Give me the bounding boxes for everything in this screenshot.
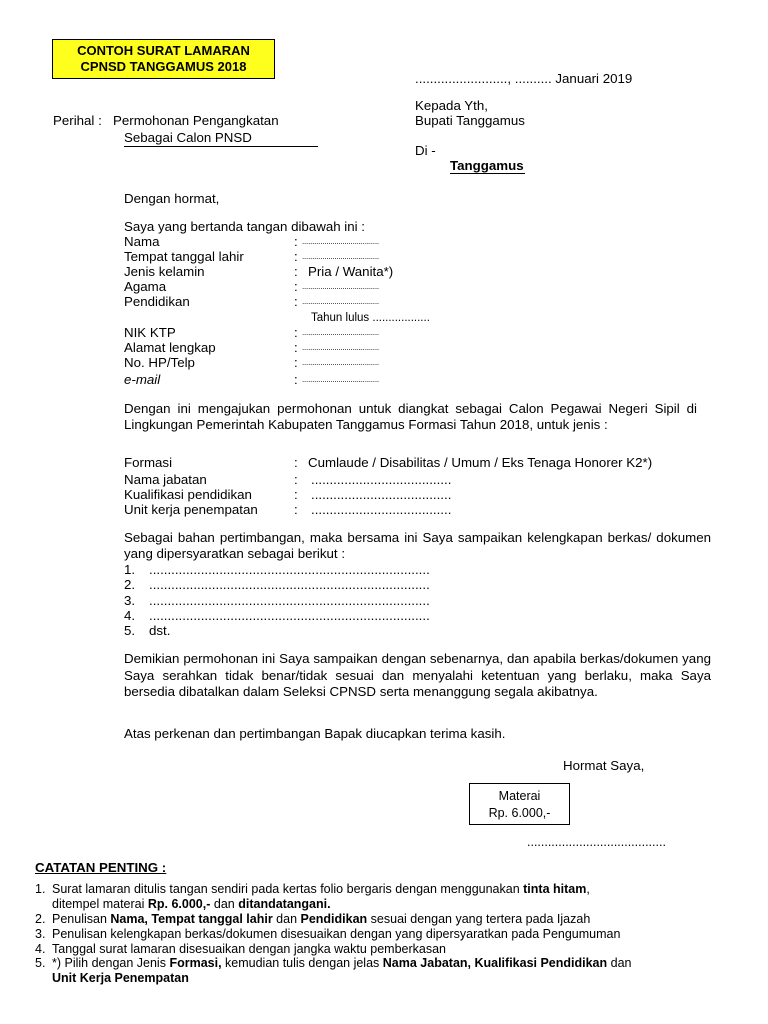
jabatan-value: ...................................... (311, 472, 452, 487)
field-value-hp: ...................................... (302, 358, 379, 367)
field-label-gender: Jenis kelamin (124, 264, 205, 279)
recipient-line-1: Kepada Yth, (415, 98, 488, 113)
formasi-label: Formasi (124, 455, 173, 470)
note-bold: tinta hitam (523, 882, 587, 896)
field-label-alamat: Alamat lengkap (124, 340, 216, 355)
note-text: Tanggal surat lamaran disesuaikan dengan jangka waktu pemberkasan (52, 942, 447, 956)
kualifikasi-label: Kualifikasi pendidikan (124, 487, 252, 502)
doc-item: ............................................................................ (149, 577, 430, 592)
note-text: *) Pilih dengan Jenis (52, 956, 170, 970)
materai-label: Materai (498, 789, 541, 803)
note-bold: ditandatangani. (238, 897, 331, 911)
perihal-label: Perihal : (53, 113, 102, 128)
doc-num: 3. (124, 593, 136, 608)
field-colon: : (294, 355, 298, 370)
unit-kerja-value: ...................................... (311, 502, 452, 517)
date-line: ........................., .......... Januari 2019 (415, 71, 633, 86)
kualifikasi-colon: : (294, 487, 298, 502)
notes-heading: CATATAN PENTING : (35, 860, 167, 875)
doc-item: dst. (149, 623, 171, 638)
recipient-line-2: Bupati Tanggamus (415, 113, 525, 128)
note-text: , (586, 882, 590, 896)
field-label-pendidikan: Pendidikan (124, 294, 190, 309)
title-line-1: CONTOH SURAT LAMARAN (77, 43, 250, 58)
kualifikasi-value: ...................................... (311, 487, 452, 502)
note-bold: Unit Kerja Penempatan (52, 971, 189, 985)
tahun-lulus: Tahun lulus .................. (311, 312, 430, 324)
doc-num: 5. (124, 623, 136, 638)
paragraph-documents: Sebagai bahan pertimbangan, maka bersama ini Saya sampaikan kelengkapan berkas/ dokumen yang dipersyaratkan sebagai berikut : (124, 530, 711, 561)
field-value-ttl: ...................................... (302, 252, 379, 261)
note-text: Surat lamaran ditulis tangan sendiri pada kertas folio bergaris dengan menggunakan (52, 882, 524, 896)
field-colon: : (294, 325, 298, 340)
greeting: Dengan hormat, (124, 191, 220, 206)
field-value-nik: ...................................... (302, 328, 379, 337)
note-text: Penulisan kelengkapan berkas/dokumen disesuaikan dengan yang dipersyaratkan pada Pengumuman (52, 927, 621, 941)
doc-num: 1. (124, 562, 136, 577)
paragraph-declaration: Demikian permohonan ini Saya sampaikan dengan sebenarnya, dan apabila berkas/dokumen yang Saya serahkan tidak benar/tidak sesuai dan menyalahi ketentuan yang berlaku, maka Saya bersedia dibatalkan dalam Seleksi CPNSD serta menanggung segala akibatnya. (124, 651, 711, 699)
unit-kerja-colon: : (294, 502, 298, 517)
materai-amount: Rp. 6.000,- (488, 806, 551, 820)
field-colon: : (294, 234, 298, 249)
field-colon: : (294, 279, 298, 294)
paragraph-request: Dengan ini mengajukan permohonan untuk diangkat sebagai Calon Pegawai Negeri Sipil di Lingkungan Pemerintah Kabupaten Tanggamus Formasi Tahun 2018, untuk jenis : (124, 401, 697, 432)
intro-text: Saya yang bertanda tangan dibawah ini : (124, 219, 365, 234)
recipient-line-3: Di - (415, 143, 436, 158)
jabatan-colon: : (294, 472, 298, 487)
note-bold: Nama Jabatan, Kualifikasi Pendidikan (382, 956, 608, 970)
title-box (52, 39, 275, 79)
note-text: sesuai dengan yang tertera pada Ijazah (367, 912, 591, 926)
field-value-pendidikan: ...................................... (302, 297, 379, 306)
field-label-ttl: Tempat tanggal lahir (124, 249, 244, 264)
note-num: 1. (35, 882, 46, 896)
signature-line: ........................................ (527, 835, 666, 849)
field-value-agama: ...................................... (302, 282, 379, 291)
paragraph-thanks: Atas perkenan dan pertimbangan Bapak diucapkan terima kasih. (124, 726, 506, 741)
field-colon: : (294, 249, 298, 264)
formasi-value: Cumlaude / Disabilitas / Umum / Eks Tenaga Honorer K2*) (308, 455, 653, 470)
field-colon: : (294, 294, 298, 309)
note-num: 3. (35, 927, 46, 941)
field-colon: : (294, 264, 298, 279)
note-text: dan (210, 897, 239, 911)
note-num: 4. (35, 942, 46, 956)
unit-kerja-label: Unit kerja penempatan (124, 502, 258, 517)
doc-item: ............................................................................ (149, 608, 430, 623)
field-label-hp: No. HP/Telp (124, 355, 195, 370)
jabatan-label: Nama jabatan (124, 472, 207, 487)
note-text: dan (607, 956, 632, 970)
field-colon: : (294, 372, 298, 387)
note-bold: Rp. 6.000,- (147, 897, 211, 911)
field-value-alamat: ...................................... (302, 343, 379, 352)
field-label-nama: Nama (124, 234, 160, 249)
note-bold: Formasi, (169, 956, 222, 970)
doc-item: ............................................................................ (149, 593, 430, 608)
note-bold: Nama, Tempat tanggal lahir (110, 912, 273, 926)
perihal-underline (124, 146, 318, 147)
field-label-agama: Agama (124, 279, 167, 294)
field-label-email: e-mail (124, 372, 161, 387)
note-text: dan (272, 912, 301, 926)
field-colon: : (294, 340, 298, 355)
materai-box (469, 783, 570, 825)
doc-num: 4. (124, 608, 136, 623)
perihal-line-2: Sebagai Calon PNSD (124, 130, 252, 145)
note-num: 2. (35, 912, 46, 926)
title-line-2: CPNSD TANGGAMUS 2018 (80, 59, 247, 74)
field-value-email: ...................................... (302, 375, 379, 384)
formasi-colon: : (294, 455, 298, 470)
perihal-line-1: Permohonan Pengangkatan (113, 113, 279, 128)
doc-num: 2. (124, 577, 136, 592)
doc-item: ............................................................................ (149, 562, 430, 577)
field-value-nama: ...................................... (302, 237, 379, 246)
note-text: kemudian tulis dengan jelas (221, 956, 383, 970)
note-num: 5. (35, 956, 46, 970)
field-label-nik: NIK KTP (124, 325, 176, 340)
city-underline (450, 173, 525, 174)
note-text: ditempel materai (52, 897, 148, 911)
note-bold: Pendidikan (300, 912, 368, 926)
recipient-city: Tanggamus (450, 158, 524, 173)
field-value-gender: Pria / Wanita*) (308, 264, 394, 279)
closing: Hormat Saya, (563, 758, 645, 773)
note-text: Penulisan (52, 912, 111, 926)
